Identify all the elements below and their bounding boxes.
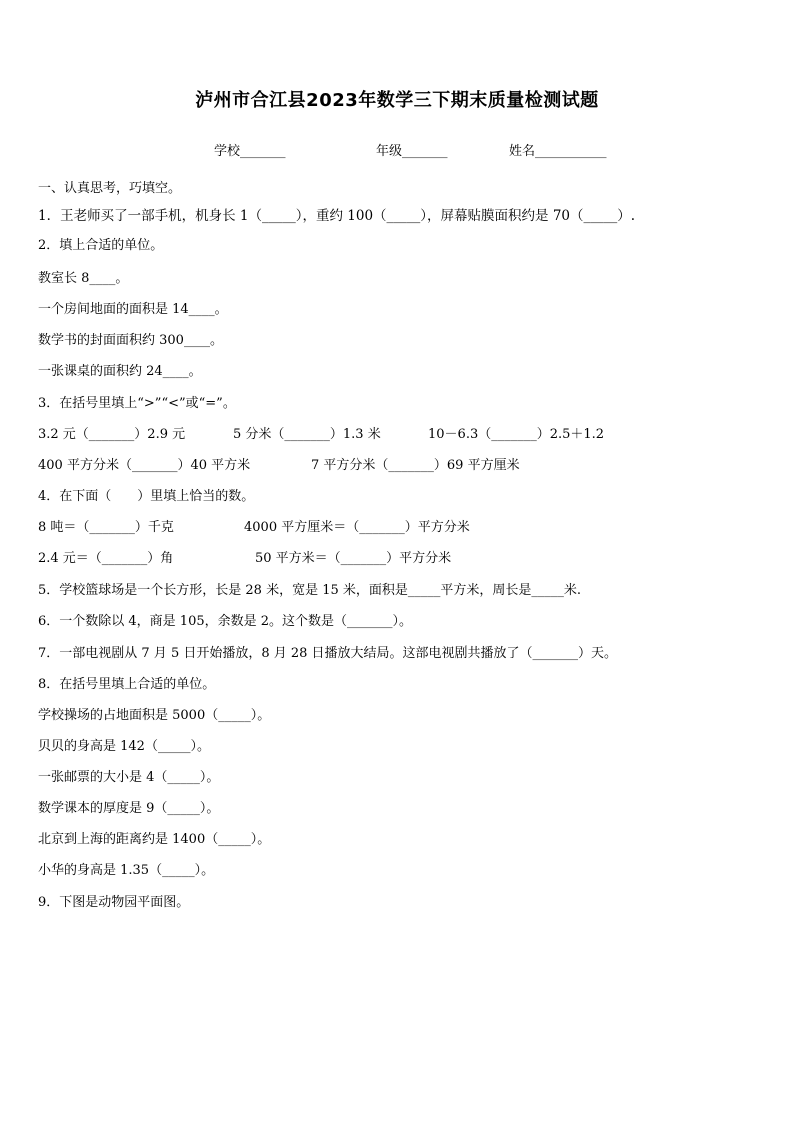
question-4-item: 4000 平方厘米＝（_______）平方分米	[244, 520, 470, 535]
question-3: 3．在括号里填上“>”“<”或“=”。	[38, 396, 236, 411]
question-8-item: 一张邮票的大小是 4（_____）。	[38, 770, 220, 785]
question-2-item: 一张课桌的面积约 24____。	[38, 364, 202, 379]
school-field: 学校_______	[214, 144, 286, 159]
question-2-item: 教室长 8____。	[38, 271, 129, 286]
question-1: 1．王老师买了一部手机，机身长 1（_____），重约 100（_____），屏幕贴膜面积约是 70（_____）.	[38, 208, 636, 224]
question-6: 6．一个数除以 4，商是 105，余数是 2。这个数是（_______）。	[38, 614, 413, 629]
question-8-item: 贝贝的身高是 142（_____）。	[38, 739, 210, 754]
question-3-item: 3.2 元（_______）2.9 元	[38, 427, 186, 442]
question-3-item: 7 平方分米（_______）69 平方厘米	[311, 458, 520, 473]
question-3-item: 400 平方分米（_______）40 平方米	[38, 458, 251, 473]
question-8-item: 数学课本的厚度是 9（_____）。	[38, 801, 220, 816]
question-9: 9．下图是动物园平面图。	[38, 895, 190, 910]
question-7: 7．一部电视剧从 7 月 5 日开始播放，8 月 28 日播放大结局。这部电视剧共播放了（_______）天。	[38, 646, 618, 661]
question-2-item: 数学书的封面面积约 300____。	[38, 333, 223, 348]
question-4: 4．在下面（ ）里填上恰当的数。	[38, 489, 255, 504]
question-4-item: 8 吨＝（_______）千克	[38, 520, 174, 535]
section-heading: 一、认真思考，巧填空。	[38, 181, 182, 196]
question-4-item: 50 平方米＝（_______）平方分米	[255, 551, 452, 566]
question-8-item: 小华的身高是 1.35（_____）。	[38, 863, 215, 878]
question-2: 2．填上合适的单位。	[38, 238, 164, 253]
question-3-item: 10－6.3（_______）2.5＋1.2	[428, 427, 605, 442]
name-field: 姓名___________	[509, 144, 607, 159]
page-title: 泸州市合江县2023年数学三下期末质量检测试题	[195, 90, 599, 111]
question-4-item: 2.4 元＝（_______）角	[38, 551, 174, 566]
question-2-item: 一个房间地面的面积是 14____。	[38, 302, 228, 317]
question-8-item: 学校操场的占地面积是 5000（_____）。	[38, 708, 271, 723]
question-8: 8．在括号里填上合适的单位。	[38, 677, 216, 692]
question-8-item: 北京到上海的距离约是 1400（_____）。	[38, 832, 271, 847]
grade-field: 年级_______	[376, 144, 448, 159]
question-3-item: 5 分米（_______）1.3 米	[233, 427, 381, 442]
question-5: 5．学校篮球场是一个长方形，长是 28 米，宽是 15 米，面积是_____平方米，周长是_____米.	[38, 583, 582, 598]
